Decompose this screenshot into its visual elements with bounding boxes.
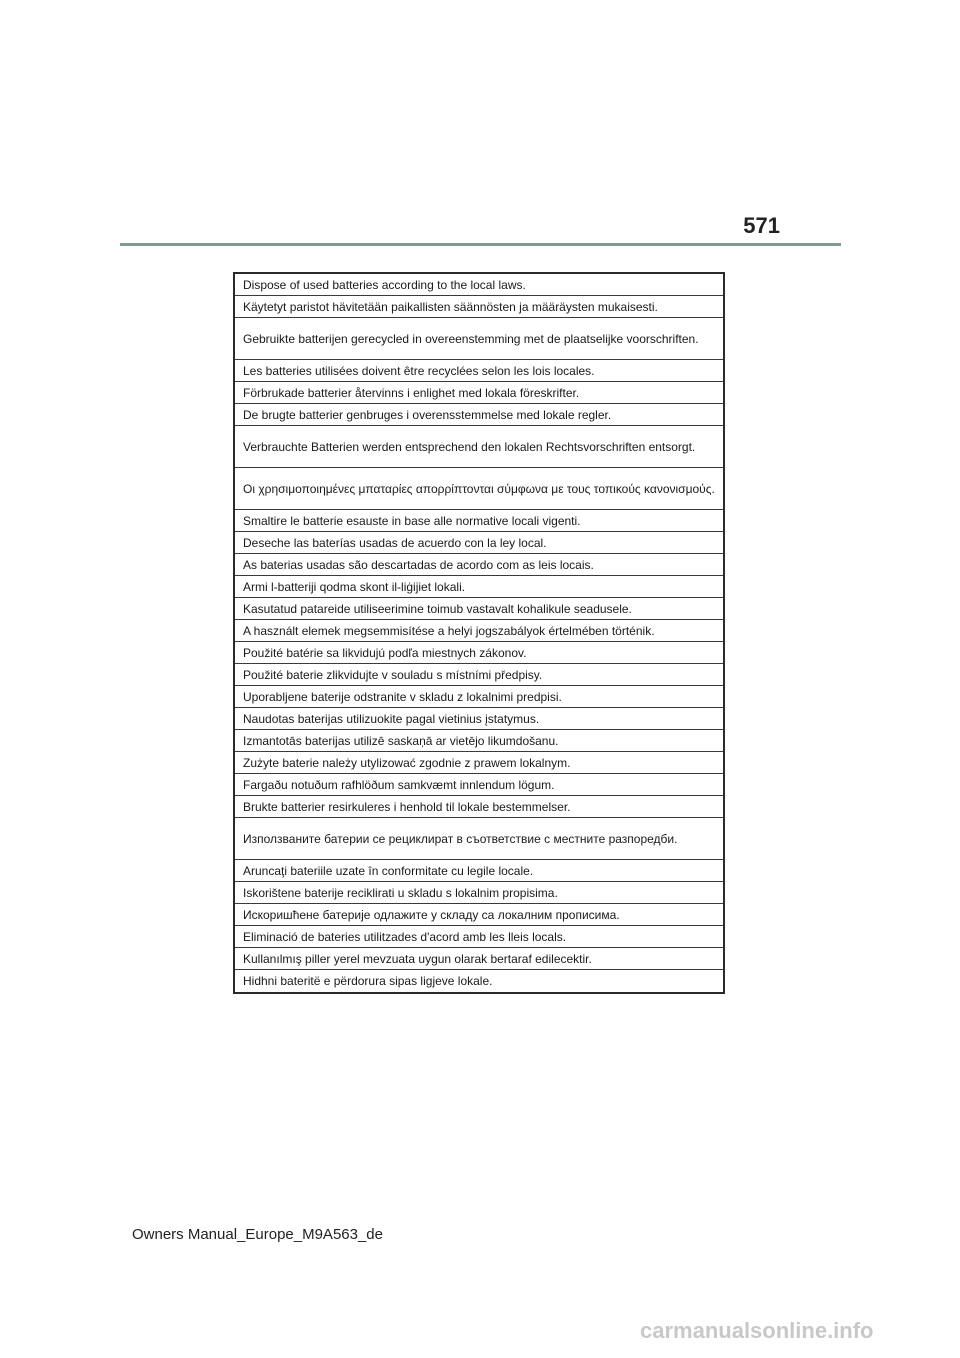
table-row (235, 882, 723, 904)
row-text: Naudotas baterijas utilizuokite pagal vietinius įstatymus. (243, 711, 540, 726)
row-text: Zużyte baterie należy utylizować zgodnie z prawem lokalnym. (243, 755, 571, 770)
row-text: Verbrauchte Batterien werden entsprechend den lokalen Rechtsvorschriften entsorgt. (243, 439, 696, 454)
footer-manual-id: Owners Manual_Europe_M9A563_de (132, 1226, 383, 1243)
table-row (235, 598, 723, 620)
row-text: A használt elemek megsemmisítése a helyi jogszabályok értelmében történik. (243, 623, 655, 638)
table-row (235, 904, 723, 926)
table-row (235, 576, 723, 598)
table-row (235, 532, 723, 554)
table-row (235, 730, 723, 752)
row-text: Hidhni bateritë e përdorura sipas ligjeve lokale. (243, 974, 493, 988)
table-row (235, 708, 723, 730)
row-text: As baterias usadas são descartadas de acordo com as leis locais. (243, 557, 594, 572)
row-text: Използваните батерии се рециклират в съответствие с местните разпоредби. (243, 831, 678, 846)
row-text: Izmantotās baterijas utilizē saskaņā ar vietējo likumdošanu. (243, 733, 559, 748)
row-text: Eliminació de bateries utilitzades d'acord amb les lleis locals. (243, 929, 567, 944)
row-text: Les batteries utilisées doivent être recyclées selon les lois locales. (243, 363, 595, 378)
table-row (235, 926, 723, 948)
table-row (235, 426, 723, 468)
table-row (235, 468, 723, 510)
row-text: Aruncaţi bateriile uzate în conformitate cu legile locale. (243, 863, 534, 878)
table-row (235, 554, 723, 576)
row-text: Искоришћене батерије одлажите у складу са локалним прописима. (243, 907, 620, 922)
table-row (235, 818, 723, 860)
row-text: Použité baterie zlikvidujte v souladu s místními předpisy. (243, 667, 543, 682)
row-text: Fargaðu notuðum rafhlöðum samkvæmt innlendum lögum. (243, 777, 555, 792)
row-text: Förbrukade batterier återvinns i enlighet med lokala föreskrifter. (243, 385, 580, 400)
row-text: Deseche las baterías usadas de acuerdo con la ley local. (243, 535, 547, 550)
page-number: 571 (743, 213, 780, 238)
table-row (235, 796, 723, 818)
row-text: Kullanılmış piller yerel mevzuata uygun olarak bertaraf edilecektir. (243, 951, 592, 966)
row-text: Gebruikte batterijen gerecycled in overeenstemming met de plaatselijke voorschriften. (243, 331, 699, 346)
row-text: Armi l-batteriji qodma skont il-liġijiet lokali. (243, 579, 466, 594)
table-row (235, 360, 723, 382)
table-row (235, 510, 723, 532)
table-row (235, 642, 723, 664)
table-row (235, 274, 723, 296)
header-rule (120, 243, 841, 246)
table-row (235, 382, 723, 404)
table-row (235, 970, 723, 992)
row-text: Uporabljene baterije odstranite v skladu z lokalnimi predpisi. (243, 689, 562, 704)
table-row (235, 404, 723, 426)
row-text: Οι χρησιμοποιημένες μπαταρίες απορρίπτονται σύμφωνα με τους τοπικούς κανονισμούς. (243, 481, 715, 496)
row-text: Iskorištene baterije reciklirati u skladu s lokalnim propisima. (243, 885, 558, 900)
table-row (235, 860, 723, 882)
watermark: carmanualsonline.info (640, 1318, 874, 1343)
table-row (235, 620, 723, 642)
table-row (235, 318, 723, 360)
row-text: Dispose of used batteries according to the local laws. (243, 277, 526, 292)
table-row (235, 774, 723, 796)
row-text: Käytetyt paristot hävitetään paikallisten säännösten ja määräysten mukaisesti. (243, 299, 658, 314)
row-text: Brukte batterier resirkuleres i henhold til lokale bestemmelser. (243, 799, 571, 814)
table-row (235, 296, 723, 318)
table-row (235, 686, 723, 708)
battery-disposal-table (233, 272, 725, 994)
row-text: De brugte batterier genbruges i overensstemmelse med lokale regler. (243, 407, 612, 422)
row-text: Použité batérie sa likvidujú podľa miestnych zákonov. (243, 645, 527, 660)
table-row (235, 752, 723, 774)
row-text: Kasutatud patareide utiliseerimine toimub vastavalt kohalikule seadusele. (243, 601, 632, 616)
table-row (235, 664, 723, 686)
table-row (235, 948, 723, 970)
row-text: Smaltire le batterie esauste in base alle normative locali vigenti. (243, 513, 581, 528)
